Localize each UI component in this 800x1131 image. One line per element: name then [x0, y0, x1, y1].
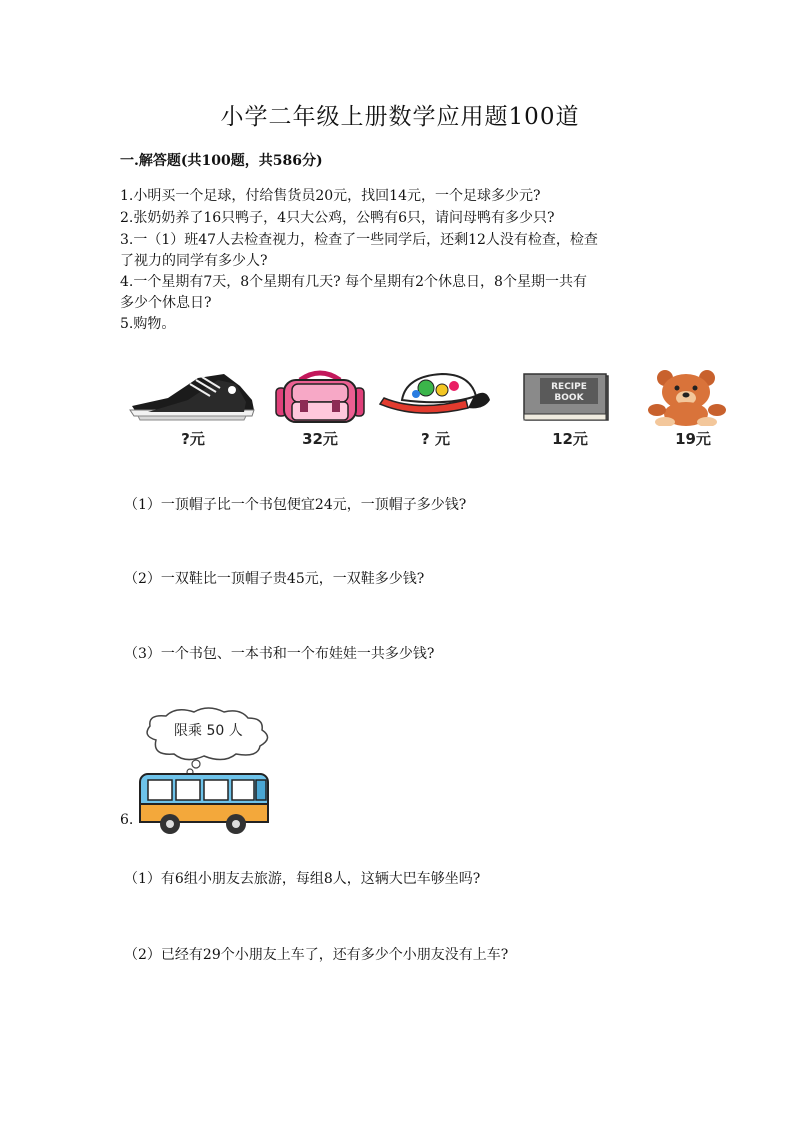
section-heading: 一.解答题(共100题，共586分): [120, 153, 323, 169]
question-6-number: 6.: [120, 812, 134, 828]
question-5: 5.购物。: [120, 316, 176, 332]
book-icon: [520, 370, 620, 424]
good-cap: [378, 370, 493, 450]
backpack-icon: [270, 370, 370, 424]
question-2: 2.张奶奶养了16只鸭子，4只大公鸡，公鸭有6只，请问母鸭有多少只?: [120, 210, 555, 226]
book-label-1: RECIPE: [551, 382, 587, 392]
good-sneaker: [128, 370, 258, 450]
bus-illustration: [136, 706, 306, 841]
question-3-line-2: 了视力的同学有多少人?: [120, 253, 268, 269]
question-5-sub-2: （2）一双鞋比一顶帽子贵45元，一双鞋多少钱?: [124, 571, 425, 587]
goods-row: [128, 370, 758, 450]
question-6-sub-2: （2）已经有29个小朋友上车了，还有多少个小朋友没有上车?: [124, 947, 509, 963]
question-4-line-1: 4.一个星期有7天，8个星期有几天? 每个星期有2个休息日，8个星期一共有: [120, 274, 587, 290]
price-label: ? 元: [421, 430, 450, 448]
good-backpack: [270, 370, 370, 450]
question-1: 1.小明买一个足球，付给售货员20元，找回14元，一个足球多少元?: [120, 188, 541, 204]
page-title: 小学二年级上册数学应用题100道: [220, 104, 580, 130]
price-label: ?元: [181, 430, 205, 448]
good-teddy-bear: [633, 370, 753, 450]
price-label: 32元: [302, 430, 338, 448]
question-3-line-1: 3.一（1）班47人去检查视力，检查了一些同学后，还剩12人没有检查，检查: [120, 232, 598, 248]
book-label-2: BOOK: [554, 393, 584, 403]
question-6-sub-1: （1）有6组小朋友去旅游，每组8人，这辆大巴车够坐吗?: [124, 871, 481, 887]
question-5-sub-3: （3）一个书包、一本书和一个布娃娃一共多少钱?: [124, 646, 435, 662]
question-4-line-2: 多少个休息日?: [120, 295, 212, 311]
cloud-text: 限乘 50 人: [174, 723, 243, 739]
price-label: 19元: [675, 430, 711, 448]
sneaker-icon: [128, 370, 258, 422]
teddy-bear-icon: [633, 370, 753, 426]
question-5-sub-1: （1）一顶帽子比一个书包便宜24元，一顶帽子多少钱?: [124, 497, 467, 513]
price-label: 12元: [552, 430, 588, 448]
cap-icon: [378, 370, 493, 424]
good-book: [520, 370, 620, 450]
